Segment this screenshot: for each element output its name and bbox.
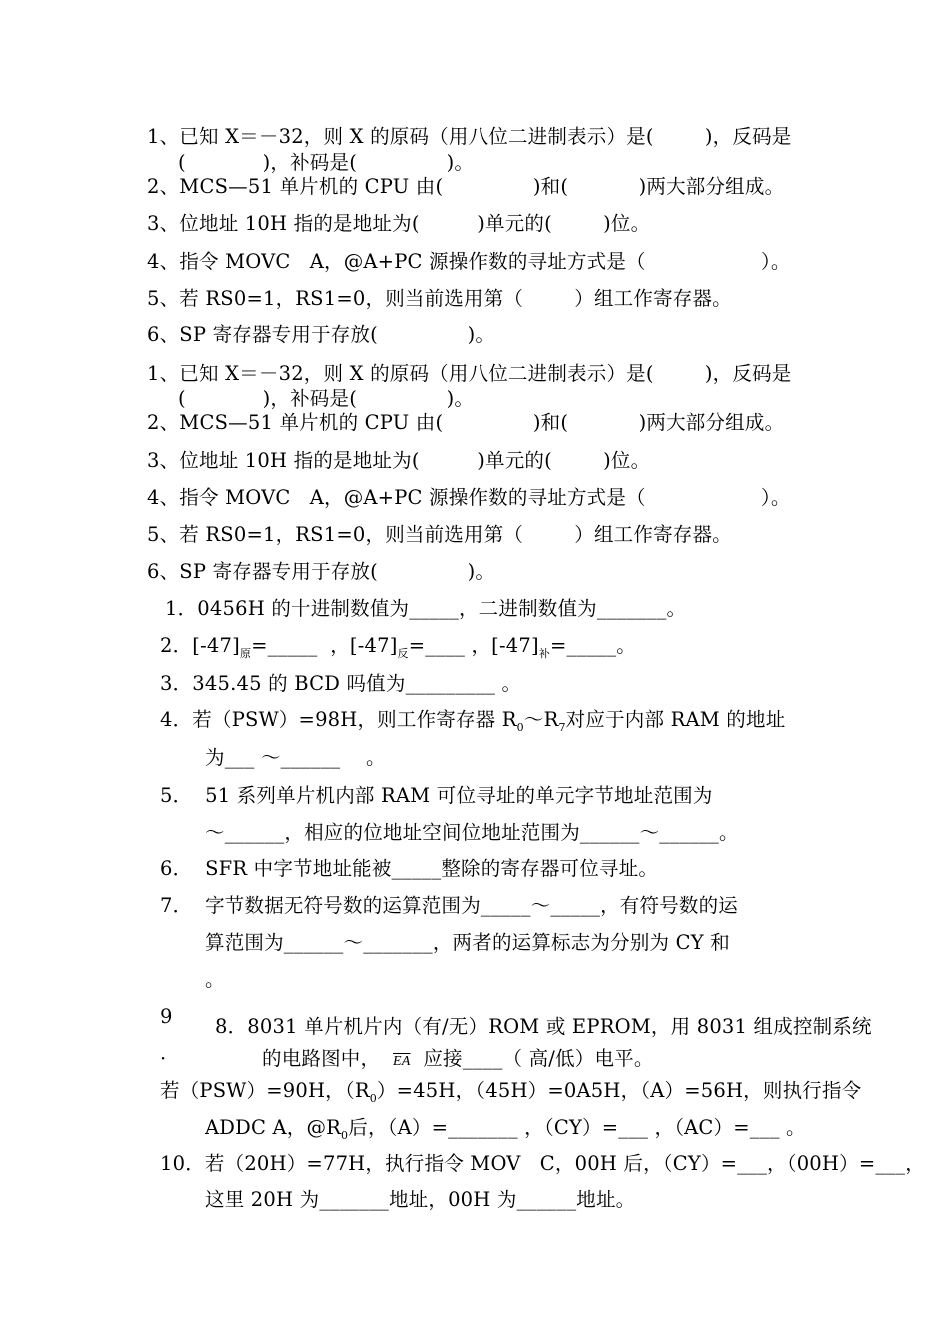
question-line: 6、SP 寄存器专用于存放( )。 [147,323,496,346]
question-line: 3．345.45 的 BCD 吗值为_________ 。 [160,672,522,695]
question-number: 9 [160,1005,173,1028]
question-line: 1．0456H 的十进制数值为_____，二进制数值为_______。 [165,597,687,620]
question-line: 算范围为______～_______，两者的运算标志为分别为 CY 和 [205,931,730,954]
question-line: 7． 字节数据无符号数的运算范围为_____～_____，有符号数的运 [160,894,739,917]
question-line: 为___ ～______ 。 [205,746,386,769]
question-line: 5、若 RS0=1，RS1=0，则当前选用第（ ）组工作寄存器。 [147,523,732,546]
question-line: 10．若（20H）=77H，执行指令 MOV C，00H 后，（CY）=___，（00H）=___， [160,1152,925,1175]
ea-overline-label: $\overline{EA}$ [393,1054,411,1069]
question-line: 5、若 RS0=1，RS1=0，则当前选用第（ ）组工作寄存器。 [147,287,732,310]
bullet-dot: · [160,1047,167,1070]
question-line: 的电路图中， $\overline{EA}$ 应接____（ 高/低）电平。 [262,1047,654,1070]
question-line: 4、指令 MOVC A，@A+PC 源操作数的寻址方式是（ ）。 [147,486,791,509]
sub-label: 0 [341,1129,349,1142]
question-line: 。 [205,968,225,991]
question-line: ( )，补码是( )。 [178,151,475,174]
sub-label: 反 [397,647,409,660]
question-line: 若（PSW）=90H，$(R_0)=45H$，（45H）=0A5H，（A）=56H，则执行指令 [160,1079,862,1105]
question-line: 1、已知 X＝－32，则 X 的原码（用八位二进制表示）是( )，反码是 [147,362,792,385]
question-line: 5． 51 系列单片机内部 RAM 可位寻址的单元字节地址范围为 [160,784,713,807]
sub-label: 0 [369,1092,377,1105]
question-line: ( )，补码是( )。 [178,387,475,410]
sub-label: 补 [538,647,551,660]
question-line: 1、已知 X＝－32，则 X 的原码（用八位二进制表示）是( )，反码是 [147,125,792,148]
sub-label: 7 [558,721,566,734]
question-line: ADDC A，$@R_0$后，（A）=_______ ，（CY）=___ ，（AC）=___ 。 [205,1116,806,1142]
question-line: 这里 20H 为_______地址，00H 为______地址。 [205,1188,636,1211]
question-line: 8．8031 单片机片内（有/无）ROM 或 EPROM，用 8031 组成控制系统 [215,1015,872,1038]
sub-label: 0 [516,721,524,734]
question-line: 3、位地址 10H 指的是地址为( )单元的( )位。 [147,212,651,235]
question-line: 4．若（PSW）=98H，则工作寄存器 $R_0\sim R_7$对应于内部 RAM 的地址 [160,708,786,734]
question-line: 3、位地址 10H 指的是地址为( )单元的( )位。 [147,449,651,472]
question-line: 2、MCS—51 单片机的 CPU 由( )和( )两大部分组成。 [147,411,785,434]
question-line: 2．$[-47]_原=\_\_\_\_\_$ ，$[-47]_反=\_\_\_\_$ ，$[-47]_补=\_\_\_\_\_$。 [160,634,637,660]
question-line: ～______，相应的位地址空间位地址范围为______～______。 [205,821,739,844]
question-line: 4、指令 MOVC A，@A+PC 源操作数的寻址方式是（ ）。 [147,250,791,273]
question-line: 2、MCS—51 单片机的 CPU 由( )和( )两大部分组成。 [147,175,785,198]
sub-label: 原 [239,647,252,660]
question-line: 6． SFR 中字节地址能被_____整除的寄存器可位寻址。 [160,857,659,880]
question-line: 6、SP 寄存器专用于存放( )。 [147,560,496,583]
